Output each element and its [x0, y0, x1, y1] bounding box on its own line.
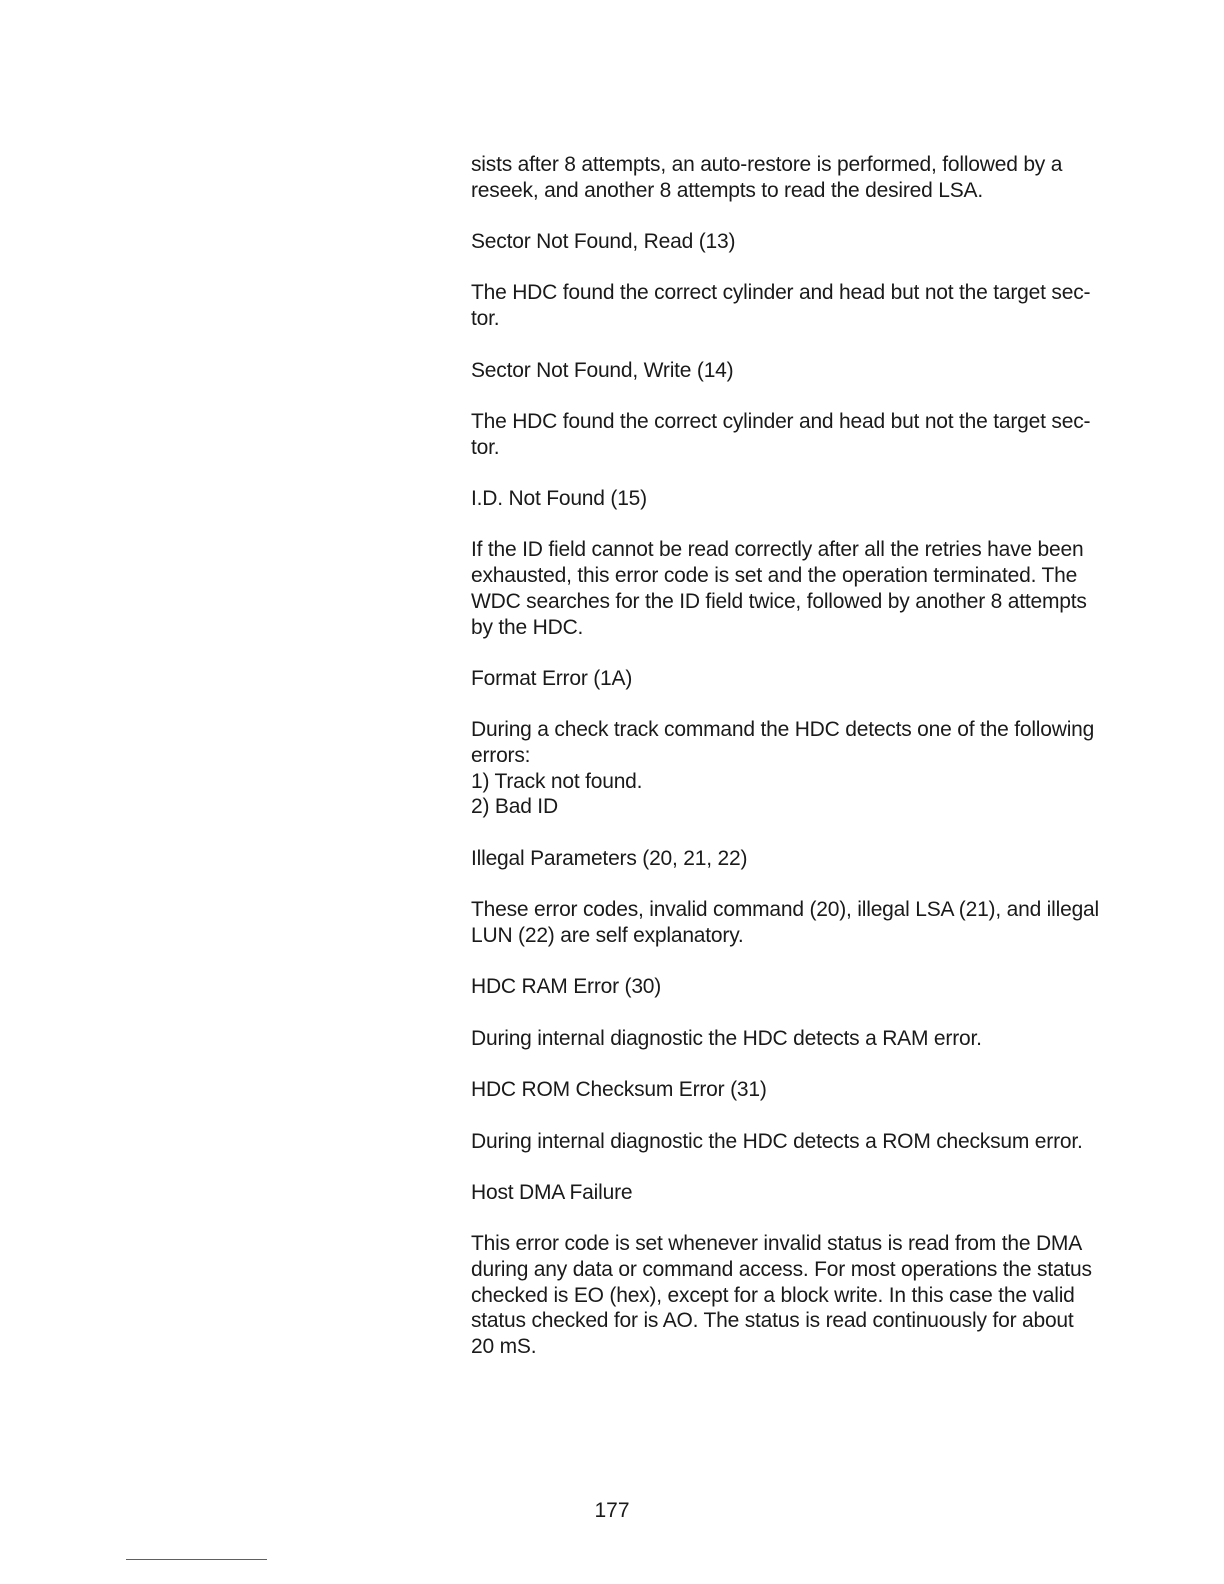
- heading-sector-not-found-write: Sector Not Found, Write (14): [471, 358, 734, 382]
- paragraph-hdc-rom-checksum-error: During internal diagnostic the HDC detects a ROM checksum error.: [471, 1129, 1083, 1153]
- paragraph-id-not-found: If the ID field cannot be read correctly after all the retries have been exhausted, this error code is set and the operation terminated. The WDC searches for the ID field twice, followed by another 8 attempts by the HDC.: [471, 538, 1087, 639]
- heading-host-dma-failure: Host DMA Failure: [471, 1180, 633, 1204]
- heading-sector-not-found-read: Sector Not Found, Read (13): [471, 230, 736, 254]
- heading-hdc-rom-checksum-error: HDC ROM Checksum Error (31): [471, 1078, 767, 1102]
- paragraph-intro: sists after 8 attempts, an auto-restore is performed, followed by a reseek, and another 8 attempts to read the desired LSA.: [471, 153, 1063, 202]
- paragraph-hdc-ram-error: During internal diagnostic the HDC detects a RAM error.: [471, 1026, 982, 1050]
- heading-illegal-parameters: Illegal Parameters (20, 21, 22): [471, 846, 748, 870]
- paragraph-format-error: During a check track command the HDC detects one of the following errors: 1) Track not found. 2) Bad ID: [471, 718, 1095, 819]
- paragraph-sector-not-found-read: The HDC found the correct cylinder and head but not the target sec- tor.: [471, 281, 1091, 331]
- footer-rule: [126, 1559, 267, 1560]
- heading-id-not-found: I.D. Not Found (15): [471, 487, 647, 511]
- body-column: [471, 152, 1111, 1385]
- paragraph-illegal-parameters: These error codes, invalid command (20), illegal LSA (21), and illegal LUN (22) are self explanatory.: [471, 898, 1099, 947]
- paragraph-sector-not-found-write: The HDC found the correct cylinder and head but not the target sec- tor.: [471, 409, 1091, 459]
- heading-hdc-ram-error: HDC RAM Error (30): [471, 975, 662, 999]
- paragraph-host-dma-failure: This error code is set whenever invalid status is read from the DMA during any data or command access. For most operations the status checked is EO (hex), except for a block write. In this case the valid status checked for is AO. The status is read continuously for about 20 mS.: [471, 1232, 1092, 1359]
- page-number: 177: [594, 1499, 630, 1522]
- heading-format-error: Format Error (1A): [471, 666, 633, 690]
